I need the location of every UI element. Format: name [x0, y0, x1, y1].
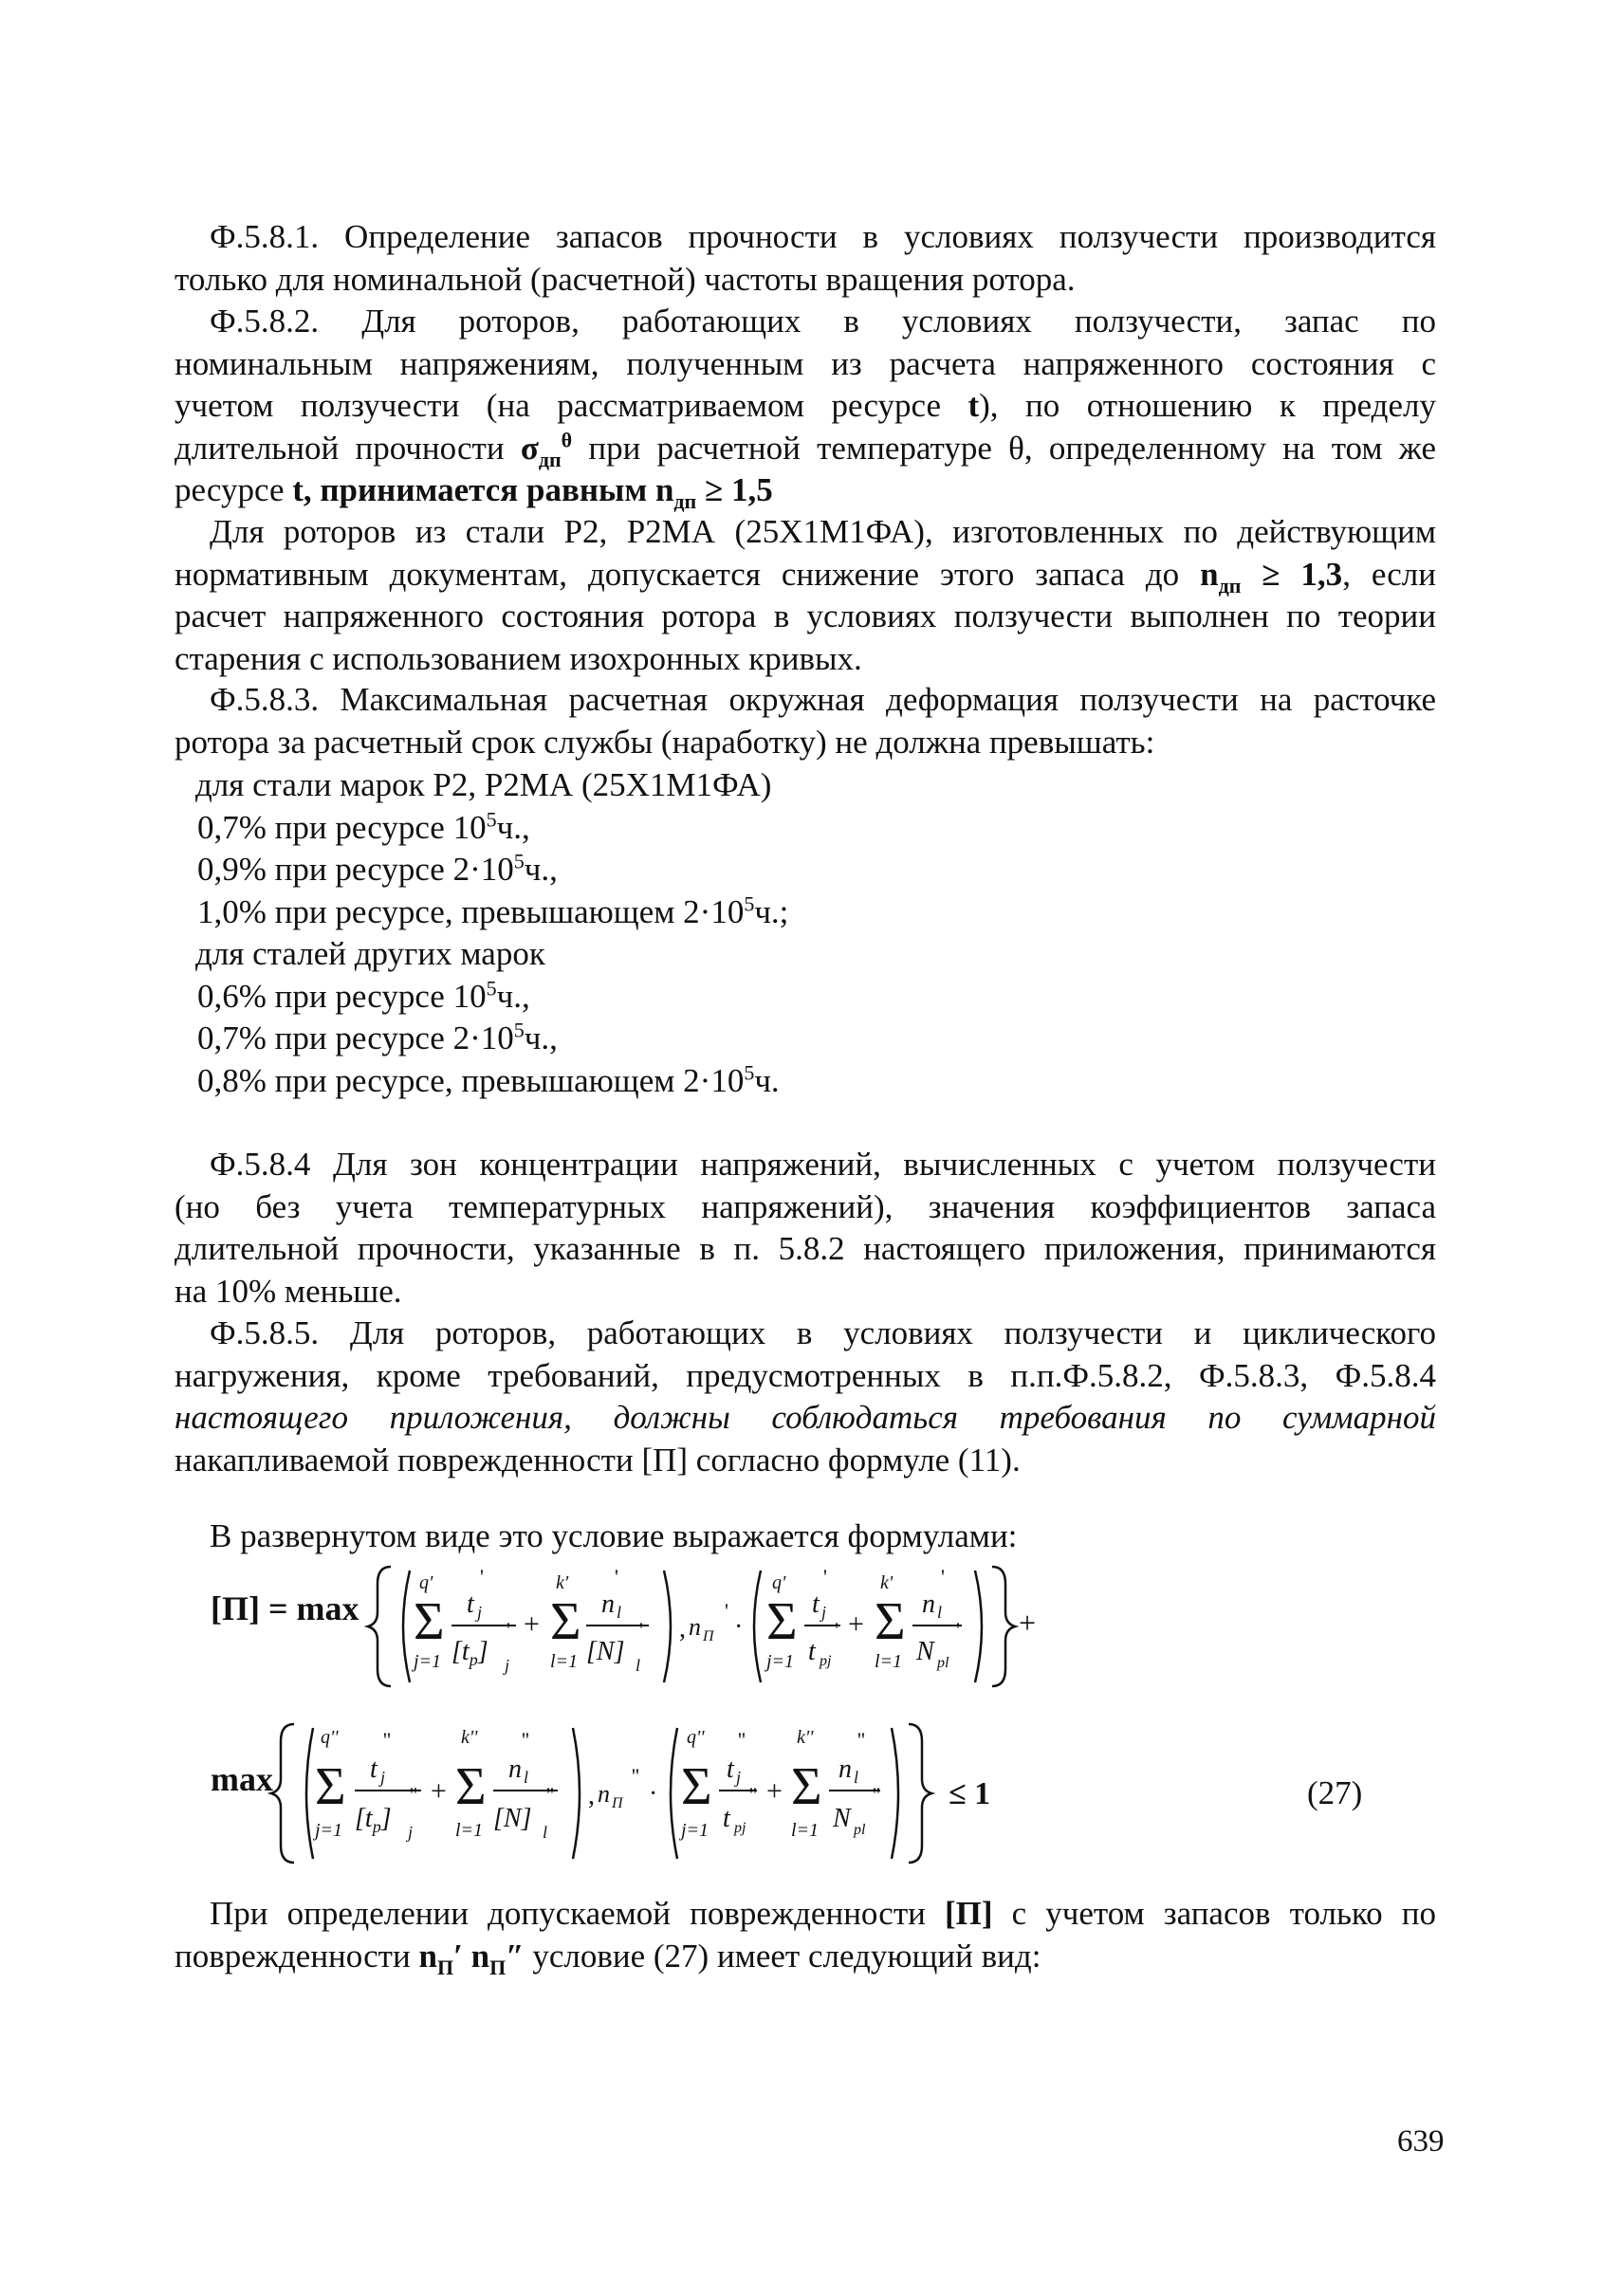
list-item-text: 0,9% при ресурсе 2·10: [197, 851, 514, 888]
text-span: , если: [1342, 555, 1436, 593]
sum-lower-limit: j=1: [315, 1820, 343, 1841]
fraction-numerator: n: [601, 1589, 615, 1619]
fraction-denominator: [N]: [586, 1637, 625, 1666]
text-bold: [418, 1937, 525, 1979]
subscript: П: [489, 1955, 507, 1979]
comma: ,: [588, 1781, 595, 1810]
fraction-numerator: t: [727, 1754, 734, 1784]
subscript: l: [524, 1768, 529, 1787]
text-line: накапливаемой поврежденности [П] согласно формуле (11).: [175, 1441, 1021, 1479]
prime-mark: ': [835, 1618, 838, 1642]
list-item: [195, 849, 788, 891]
subscript: pl: [854, 1822, 866, 1838]
text-span: при расчетной температуре θ, определенному на том же: [572, 429, 1437, 467]
subscript: j: [736, 1768, 742, 1787]
text-line: настоящего приложения, должны соблюдаться требования по суммарной: [175, 1399, 1436, 1436]
fraction-numerator: t: [370, 1754, 378, 1784]
text-line: Ф.5.8.4 Для зон концентрации напряжений, вычисленных с учетом ползучести: [210, 1146, 1436, 1183]
paragraph-5-8-4: [175, 1144, 1436, 1313]
dot-operator: ·: [649, 1779, 658, 1809]
paragraph-5-8-5: [175, 1313, 1436, 1481]
deformation-list: [195, 764, 788, 1102]
right-curly-brace: [909, 1724, 931, 1863]
text-line: длительной прочности, указанные в п. 5.8.2 настоящего приложения, принимаются: [175, 1230, 1436, 1267]
text-span: поврежденности: [175, 1937, 419, 1975]
list-item-text: 0,7% при ресурсе 2·10: [197, 1019, 514, 1056]
list-item: [195, 1018, 788, 1060]
n-symbol: n: [598, 1780, 610, 1808]
text-line: [175, 428, 1436, 470]
right-curly-brace: [992, 1567, 1015, 1686]
list-item-text: ч.,: [496, 808, 530, 846]
sigma-symbol: Σ: [791, 1757, 822, 1816]
right-paren: [664, 1570, 671, 1682]
superscript: 5: [486, 975, 497, 1000]
fraction-denominator: N: [916, 1637, 934, 1666]
sum-upper-limit: q': [772, 1572, 786, 1593]
left-paren: [754, 1570, 761, 1682]
subscript: дп: [538, 447, 562, 471]
sigma-symbol: Σ: [414, 1592, 445, 1651]
text-span: n: [462, 1937, 490, 1975]
list-item-text: для стали марок Р2, Р2МА (25Х1М1ФА): [195, 766, 772, 803]
subscript: j: [505, 1656, 510, 1675]
sigma-symbol: Σ: [315, 1757, 346, 1816]
list-item: [195, 976, 788, 1019]
prime-mark: ': [941, 1565, 945, 1589]
text-line: [175, 469, 1436, 512]
comma: ,: [679, 1614, 686, 1644]
subscript: j: [477, 1603, 483, 1622]
double-prime-mark: '': [546, 1783, 554, 1807]
text-line: на 10% меньше.: [175, 1272, 402, 1310]
formula-max: max: [211, 1760, 273, 1798]
subscript: l: [617, 1603, 622, 1622]
sigma-symbol: Σ: [875, 1592, 906, 1651]
plus-sign: +: [1019, 1606, 1037, 1640]
text-span: с учетом запасов только по: [992, 1895, 1436, 1932]
right-paren: [975, 1570, 982, 1682]
subscript: j: [821, 1603, 827, 1622]
text-line: Ф.5.8.5. Для роторов, работающих в условиях ползучести и циклического: [210, 1314, 1436, 1351]
list-item-text: ч.;: [754, 892, 789, 930]
plus-sign: +: [431, 1775, 447, 1807]
sum-lower-limit: j=1: [414, 1651, 442, 1672]
subscript: j: [380, 1768, 386, 1787]
text-span: n: [418, 1937, 437, 1975]
paragraph-formula-intro: [175, 1515, 1436, 1558]
text-bold: [П]: [944, 1895, 993, 1932]
text-line: Для роторов из стали Р2, Р2МА (25Х1М1ФА), изготовленных по действующим: [210, 513, 1436, 550]
paragraph-5-8-1: [175, 216, 1436, 301]
right-paren: [573, 1728, 580, 1859]
n-symbol: n: [689, 1613, 701, 1641]
sum-upper-limit: q'': [687, 1727, 705, 1748]
paragraph-steel: [175, 511, 1436, 680]
text-line: [175, 385, 1436, 428]
double-prime-mark: '': [873, 1783, 880, 1807]
superscript: 5: [744, 891, 755, 915]
text-line: нагружения, кроме требований, предусмотренных в п.п.Ф.5.8.2, Ф.5.8.3, Ф.5.8.4: [175, 1356, 1436, 1394]
subscript: l: [854, 1768, 859, 1787]
list-item-text: 0,8% при ресурсе, превышающем 2·10: [197, 1061, 745, 1099]
sum-upper-limit: k': [880, 1572, 894, 1593]
sum-lower-limit: l=1: [550, 1651, 579, 1672]
list-item: [195, 807, 788, 850]
text-span: n: [1200, 555, 1219, 593]
text-line: Ф.5.8.3. Максимальная расчетная окружная деформация ползучести на расточке: [210, 681, 1436, 718]
left-curly-brace: [368, 1567, 391, 1686]
formula-27: [203, 1555, 1436, 1878]
text-span: нормативным документам, допускается снижение этого запаса до: [175, 555, 1201, 593]
list-item-text: 0,7% при ресурсе 10: [197, 808, 487, 846]
fraction-denominator: t: [723, 1804, 730, 1833]
text-bold: [292, 471, 773, 513]
plus-sign: +: [766, 1775, 783, 1807]
sum-lower-limit: l=1: [875, 1651, 903, 1672]
prime-mark: ': [823, 1565, 827, 1589]
text-line: Ф.5.8.1. Определение запасов прочности в условиях ползучести производится: [210, 218, 1436, 255]
superscript: 5: [513, 1018, 525, 1042]
list-item-text: 0,6% при ресурсе 10: [197, 977, 487, 1015]
subscript: П: [703, 1628, 714, 1644]
subscript: l: [543, 1823, 548, 1842]
text-span: ′: [453, 1937, 463, 1975]
list-item-text: ч.,: [496, 977, 530, 1015]
text-span: ресурсе: [175, 471, 293, 508]
text-bold: [1200, 555, 1343, 597]
fraction-denominator: t: [808, 1637, 816, 1666]
double-prime-mark: '': [857, 1728, 865, 1752]
text-span: условие (27) имеет следующий вид:: [524, 1937, 1041, 1975]
sum-lower-limit: l=1: [455, 1820, 484, 1841]
paragraph-5-8-3: [175, 679, 1436, 763]
text-span: длительной прочности: [175, 429, 521, 467]
plus-sign: +: [524, 1608, 540, 1640]
plus-sign: +: [848, 1608, 864, 1640]
list-item: [195, 933, 788, 976]
subscript: l: [636, 1656, 641, 1675]
fraction-denominator: [N]: [493, 1804, 532, 1833]
formula-lhs: [П] = max: [211, 1589, 359, 1627]
text-span: t, принимается равным n: [292, 471, 674, 508]
subscript: pj: [820, 1653, 832, 1669]
superscript: 5: [513, 849, 525, 873]
sigma-symbol: Σ: [766, 1592, 798, 1651]
fraction-numerator: n: [838, 1754, 852, 1784]
superscript: 5: [744, 1059, 755, 1084]
prime-mark: ': [615, 1565, 618, 1589]
text-span: ≥ 1,3: [1241, 555, 1343, 593]
text-line: только для номинальной (расчетной) частоты вращения ротора.: [175, 260, 1076, 298]
left-paren: [306, 1728, 313, 1859]
equation-number: (27): [1307, 1774, 1363, 1811]
double-prime-mark: '': [749, 1783, 757, 1807]
double-prime-mark: '': [410, 1783, 417, 1807]
prime-mark: ': [956, 1618, 960, 1642]
fraction-denominator: $[t_p]$: [451, 1637, 488, 1669]
text-line: [175, 554, 1436, 597]
superscript: θ: [561, 427, 573, 451]
text-line: ротора за расчетный срок службы (наработку) не должна превышать:: [175, 723, 1155, 761]
fraction-numerator: t: [812, 1589, 820, 1619]
prime-mark: ': [507, 1618, 510, 1642]
sum-upper-limit: k'': [797, 1727, 814, 1748]
double-prime-mark: '': [632, 1764, 639, 1788]
sum-lower-limit: j=1: [766, 1651, 795, 1672]
subscript: pl: [937, 1655, 949, 1671]
list-item: [195, 891, 788, 934]
sigma-symbol: [520, 427, 573, 471]
text-line: [175, 1893, 1436, 1936]
list-item-text: ч.: [754, 1061, 780, 1099]
fraction-numerator: n: [922, 1589, 935, 1619]
paragraph-damage-condition: [175, 1893, 1436, 1977]
prime-mark: ': [480, 1565, 484, 1589]
list-item: [195, 764, 788, 807]
sum-upper-limit: q': [419, 1572, 433, 1593]
sum-lower-limit: l=1: [791, 1820, 820, 1841]
double-prime-mark: '': [383, 1728, 391, 1752]
subscript: дп: [1218, 573, 1242, 597]
sum-upper-limit: q'': [321, 1727, 339, 1748]
text-line: Ф.5.8.2. Для роторов, работающих в условиях ползучести, запас по: [210, 303, 1436, 340]
text-span: ≥ 1,5: [696, 471, 773, 508]
list-item-text: 1,0% при ресурсе, превышающем 2·10: [197, 892, 745, 930]
subscript: П: [612, 1795, 623, 1811]
leq-one: ≤ 1: [949, 1776, 991, 1811]
list-item-text: ч.,: [524, 1019, 558, 1056]
subscript: дп: [673, 489, 697, 513]
double-prime-mark: '': [522, 1728, 529, 1752]
text-bold: t: [967, 387, 980, 424]
subscript: pj: [734, 1820, 746, 1836]
text-line: старения с использованием изохронных кривых.: [175, 639, 862, 677]
left-paren: [671, 1728, 677, 1859]
right-paren: [892, 1728, 898, 1859]
list-item: [195, 1060, 788, 1103]
sum-upper-limit: k': [556, 1572, 569, 1593]
page-number: 639: [1397, 2124, 1445, 2158]
fraction-denominator: N: [833, 1804, 851, 1833]
subscript: j: [408, 1823, 414, 1842]
text-span: σ: [520, 429, 539, 467]
sigma-symbol: Σ: [550, 1592, 581, 1651]
text-span: ″: [506, 1937, 525, 1975]
text-span: ), по отношению к пределу: [979, 387, 1436, 424]
fraction-denominator: $[t_p]$: [355, 1804, 392, 1836]
left-curly-brace: [271, 1724, 294, 1863]
fraction-numerator: t: [467, 1589, 474, 1619]
list-item-text: ч.,: [524, 851, 558, 888]
prime-mark: ': [639, 1618, 643, 1642]
text-span: При определении допускаемой поврежденности: [210, 1895, 945, 1932]
list-item-text: для сталей других марок: [195, 935, 545, 972]
text-line: В развернутом виде это условие выражается формулами:: [210, 1517, 1018, 1554]
subscript: l: [937, 1603, 943, 1622]
text-line: (но без учета температурных напряжений), значения коэффициентов запаса: [175, 1187, 1436, 1225]
subscript: П: [436, 1955, 454, 1979]
sigma-symbol: Σ: [455, 1757, 487, 1816]
left-paren: [403, 1570, 410, 1682]
dot-operator: ·: [734, 1612, 744, 1642]
sum-lower-limit: j=1: [681, 1820, 709, 1841]
sum-upper-limit: k'': [461, 1727, 478, 1748]
prime-mark: ': [725, 1599, 728, 1623]
text-line: номинальным напряжениям, полученным из расчета напряженного состояния с: [175, 344, 1436, 382]
fraction-numerator: n: [508, 1754, 522, 1784]
text-line: расчет напряженного состояния ротора в условиях ползучести выполнен по теории: [175, 597, 1436, 634]
text-span: учетом ползучести (на рассматриваемом ресурсе: [175, 387, 968, 424]
paragraph-5-8-2: [175, 301, 1436, 512]
text-line: [175, 1936, 1436, 1978]
superscript: 5: [486, 806, 497, 831]
sigma-symbol: Σ: [681, 1757, 712, 1816]
double-prime-mark: '': [738, 1728, 746, 1752]
